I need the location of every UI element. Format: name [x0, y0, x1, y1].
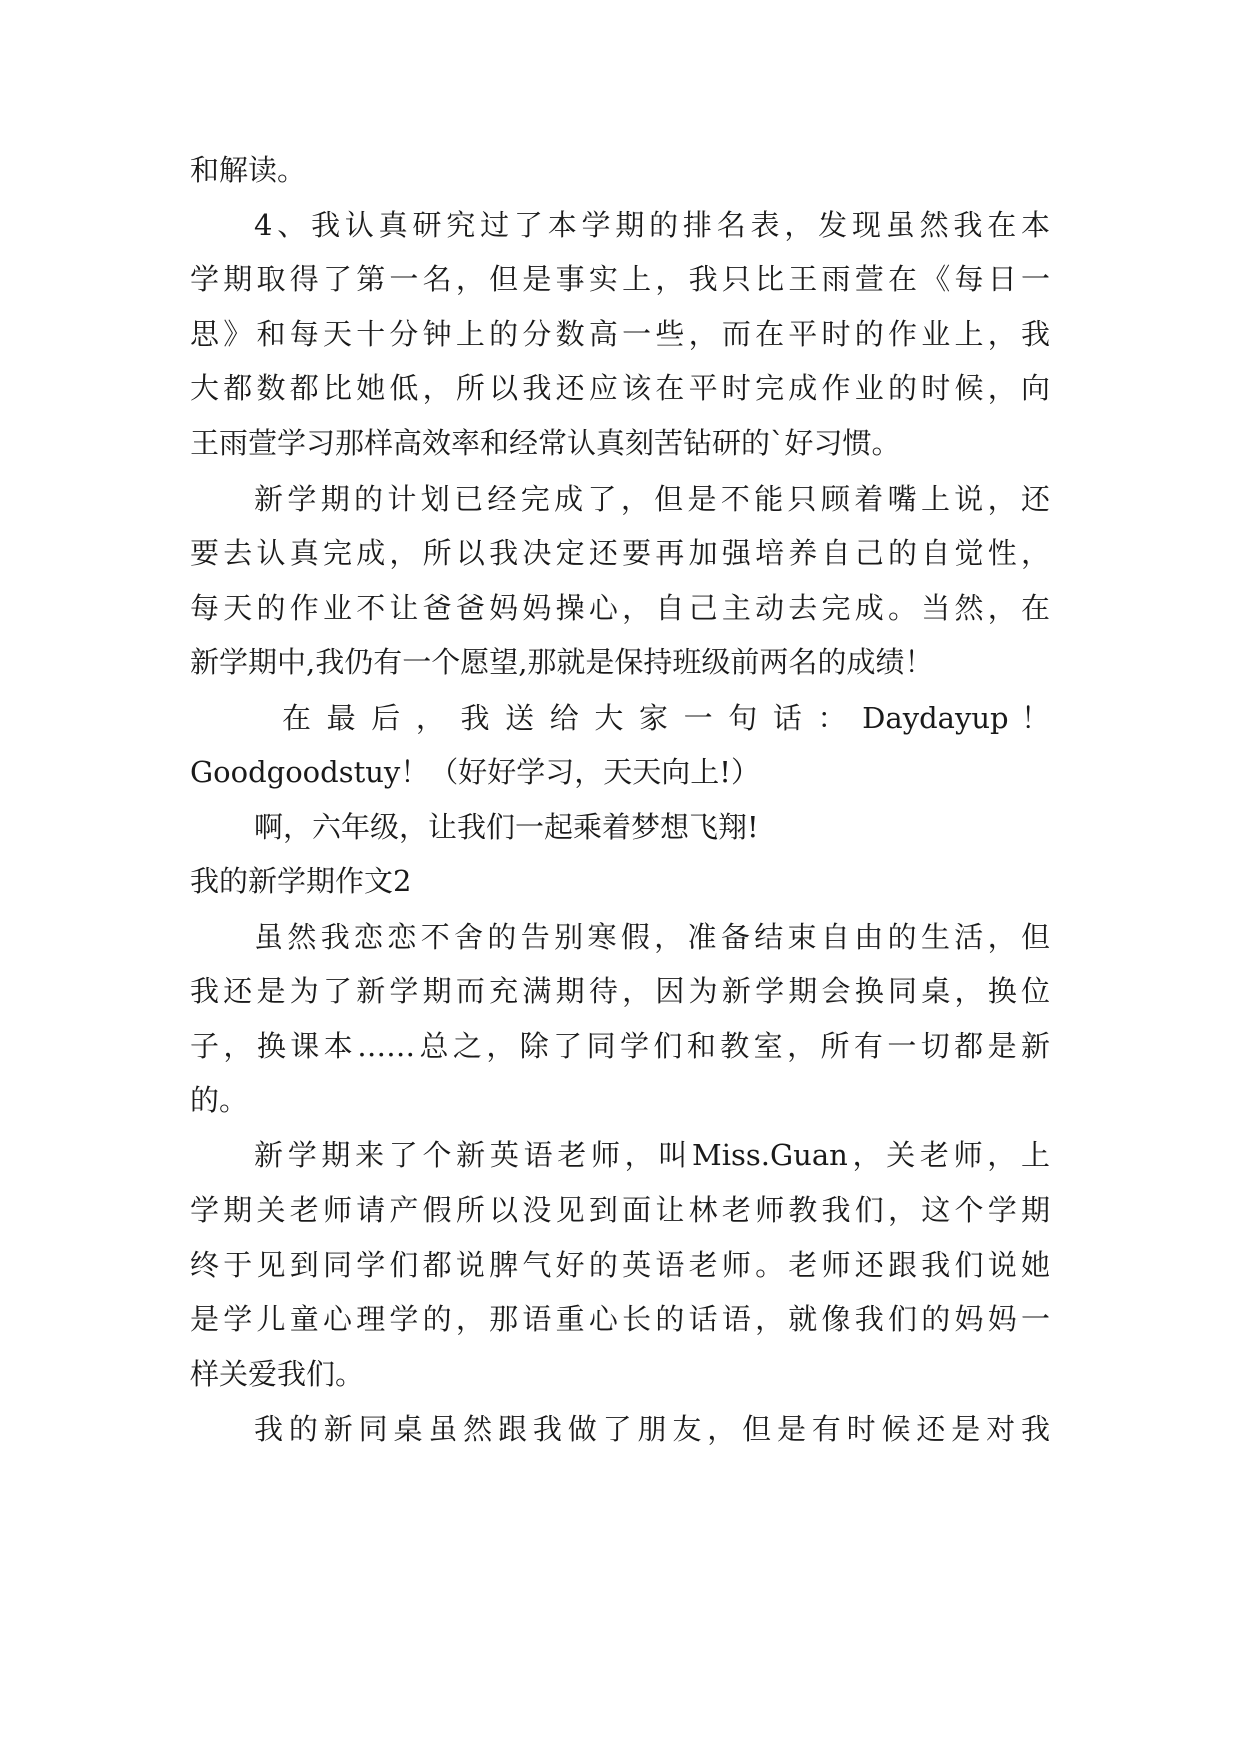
text-line: 在 最 后 ， 我 送 给 大 家 一 句 话 ： Daydayup ！ — [282, 701, 1050, 735]
text-line: 和解读。 — [190, 153, 307, 187]
text-line: 我的新同桌虽然跟我做了朋友，但是有时候还是对我 — [254, 1412, 1050, 1446]
text-line: 每天的作业不让爸爸妈妈操心，自己主动去完成。当然，在 — [190, 591, 1050, 625]
text-line: 新学期中,我仍有一个愿望,那就是保持班级前两名的成绩！ — [190, 645, 934, 679]
text-line: 的。 — [190, 1083, 249, 1117]
text-line: Goodgoodstuy！（好好学习，天天向上!） — [190, 755, 760, 789]
text-line: 要去认真完成，所以我决定还要再加强培养自己的自觉性， — [190, 536, 1050, 570]
text-line: 大都数都比她低，所以我还应该在平时完成作业的时候，向 — [190, 371, 1050, 405]
text-line: 我还是为了新学期而充满期待，因为新学期会换同桌，换位 — [190, 974, 1050, 1008]
text-line: 啊，六年级，让我们一起乘着梦想飞翔! — [254, 810, 759, 844]
text-line: 子，换课本……总之，除了同学们和教室，所有一切都是新 — [190, 1029, 1050, 1063]
text-line: 新学期来了个新英语老师，叫Miss.Guan，关老师，上 — [254, 1138, 1050, 1172]
text-line: 思》和每天十分钟上的分数高一些，而在平时的作业上，我 — [190, 317, 1050, 351]
text-line: 样关爱我们。 — [190, 1357, 365, 1391]
text-line: 学期关老师请产假所以没见到面让林老师教我们，这个学期 — [190, 1193, 1050, 1227]
text-line: 学期取得了第一名，但是事实上，我只比王雨萱在《每日一 — [190, 262, 1050, 296]
text-line: 王雨萱学习那样高效率和经常认真刻苦钻研的`好习惯。 — [190, 426, 901, 460]
text-line: 虽然我恋恋不舍的告别寒假，准备结束自由的生活，但 — [254, 920, 1050, 954]
text-line: 是学儿童心理学的，那语重心长的话语，就像我们的妈妈一 — [190, 1302, 1050, 1336]
text-line: 终于见到同学们都说脾气好的英语老师。老师还跟我们说她 — [190, 1248, 1050, 1282]
section-heading: 我的新学期作文2 — [190, 864, 412, 898]
text-line: 新学期的计划已经完成了，但是不能只顾着嘴上说，还 — [254, 482, 1050, 516]
text-line: 4、我认真研究过了本学期的排名表，发现虽然我在本 — [254, 208, 1050, 242]
